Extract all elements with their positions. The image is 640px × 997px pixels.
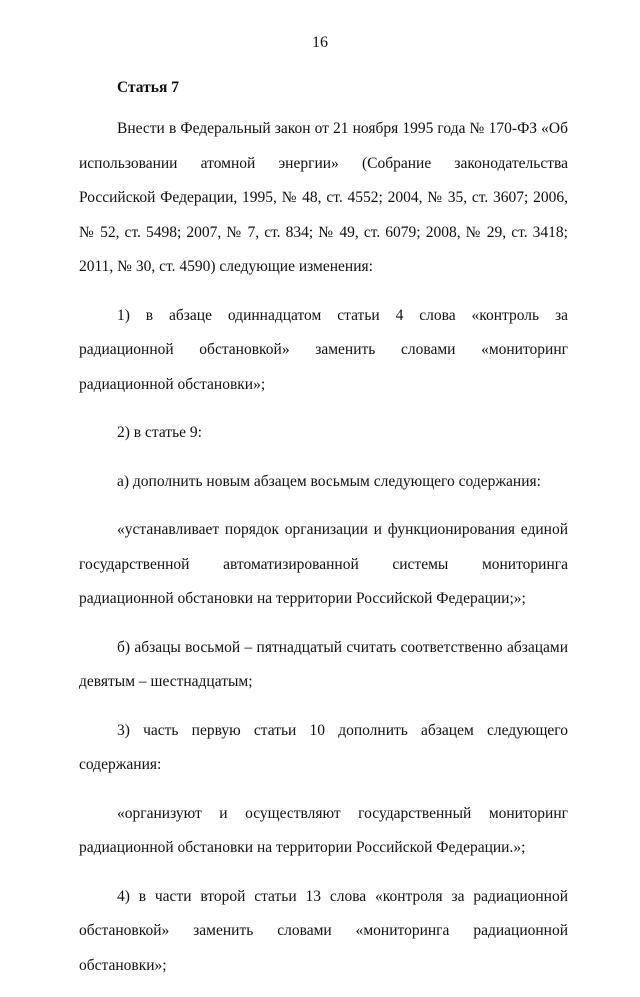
document-body: [79, 78, 568, 997]
amendment-item-4: 4) в части второй статьи 13 слова «контроля за радиационной обстановкой» заменить словами «мониторинга радиационной обстановки»;: [79, 887, 568, 974]
intro-paragraph: Внести в Федеральный закон от 21 ноября 1995 года № 170-ФЗ «Об использовании атомной энергии» (Собрание законодательства Российской Федерации, 1995, № 48, ст. 4552; 2004, № 35, ст. 3607; 2006, № 52, ст. 5498; 2007, № 7, ст. 834; № 49, ст. 6079; 2008, № 29, ст. 3418; 2011, № 30, ст. 4590) следующие изменения:: [79, 120, 568, 275]
amendment-item-1: 1) в абзаце одиннадцатом статьи 4 слова «контроль за радиационной обстановкой» заменить словами «мониторинг радиационной обстановки»;: [79, 306, 568, 393]
quoted-text-paragraph: «устанавливает порядок организации и функционирования единой государственной автоматизированной системы мониторинга радиационной обстановки на территории Российской Федерации;»;: [79, 521, 568, 607]
article-heading: Статья 7: [117, 79, 179, 96]
quoted-text-paragraph-2: «организуют и осуществляют государственный мониторинг радиационной обстановки на территории Российской Федерации.»;: [79, 804, 568, 856]
page-number: 16: [312, 34, 328, 51]
amendment-subitem-b: б) абзацы восьмой – пятнадцатый считать соответственно абзацами девятым – шестнадцатым;: [79, 638, 568, 690]
amendment-subitem-a: а) дополнить новым абзацем восьмым следующего содержания:: [117, 472, 541, 490]
amendment-item-3: 3) часть первую статьи 10 дополнить абзацем следующего содержания:: [79, 721, 568, 773]
amendment-item-2: 2) в статье 9:: [117, 424, 202, 441]
